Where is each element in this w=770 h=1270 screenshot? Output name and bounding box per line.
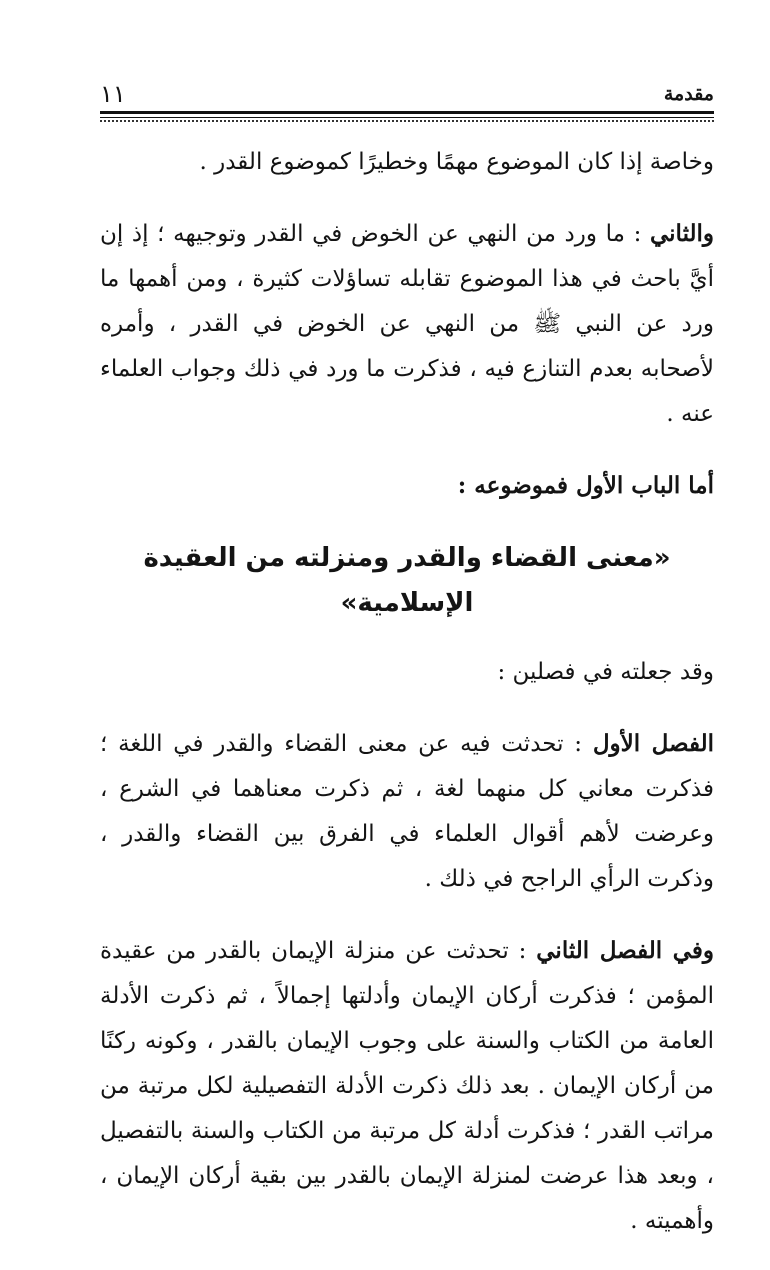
running-title: مقدمة (663, 83, 714, 105)
header-rule-thick (100, 111, 714, 114)
page-header (100, 78, 714, 110)
chapters-intro: وقد جعلته في فصلين : (497, 659, 714, 685)
header-rule-dotted (100, 120, 714, 125)
chapter-text: : تحدثت عن منزلة الإيمان بالقدر من عقيدة المؤمن ؛ فذكرت أركان الإيمان وأدلتها إجمالاً ، ثم ذكرت الأدلة العامة من الكتاب والسنة على وجوب الإيمان بالقدر ، وكونه ركنًا من أركان الإيمان . بعد ذلك ذكرت الأدلة التفصيلية لكل مرتبة من مراتب القدر ؛ فذكرت أدلة كل مرتبة من الكتاب والسنة بالتفصيل ، وبعد هذا عرضت لمنزلة الإيمان بالقدر بين بقية أركان الإيمان ، وأهميته . (100, 938, 714, 1234)
page-body (100, 140, 714, 1270)
page-number: ١١ (100, 80, 126, 108)
header-rule-thin (100, 117, 714, 118)
section-intro: أما الباب الأول فموضوعه : (457, 472, 714, 499)
paragraph-text: وخاصة إذا كان الموضوع مهمًا وخطيرًا كموضوع القدر . (199, 149, 714, 175)
chapter-paragraph (100, 928, 714, 1244)
paragraph (100, 140, 714, 185)
chapter-paragraph (100, 721, 714, 902)
chapter-lead: وفي الفصل الثاني (536, 937, 714, 964)
chapter-text: : تحدثت فيه عن معنى القضاء والقدر في اللغة ؛ فذكرت معاني كل منهما لغة ، ثم ذكرت معناهما في الشرع ، وعرضت لأهم أقوال العلماء في الفرق بين القضاء والقدر ، وذكرت الرأي الراجح في ذلك . (100, 731, 714, 892)
paragraph-lead: والثاني (649, 220, 715, 247)
paragraph (100, 211, 714, 437)
paragraph-text: : ما ورد من النهي عن الخوض في القدر وتوجيهه ؛ إذ إن أيَّ باحث في هذا الموضوع تقابله تساؤلات كثيرة ، ومن أهمها ما ورد عن النبي ﷺ من النهي عن الخوض في القدر ، وأمره لأصحابه بعدم التنازع فيه ، فذكرت ما ورد في ذلك وجواب العلماء عنه . (100, 221, 714, 427)
chapter-lead: الفصل الأول (592, 730, 714, 757)
section-title: «معنى القضاء والقدر ومنزلته من العقيدة الإسلامية» (143, 543, 671, 618)
